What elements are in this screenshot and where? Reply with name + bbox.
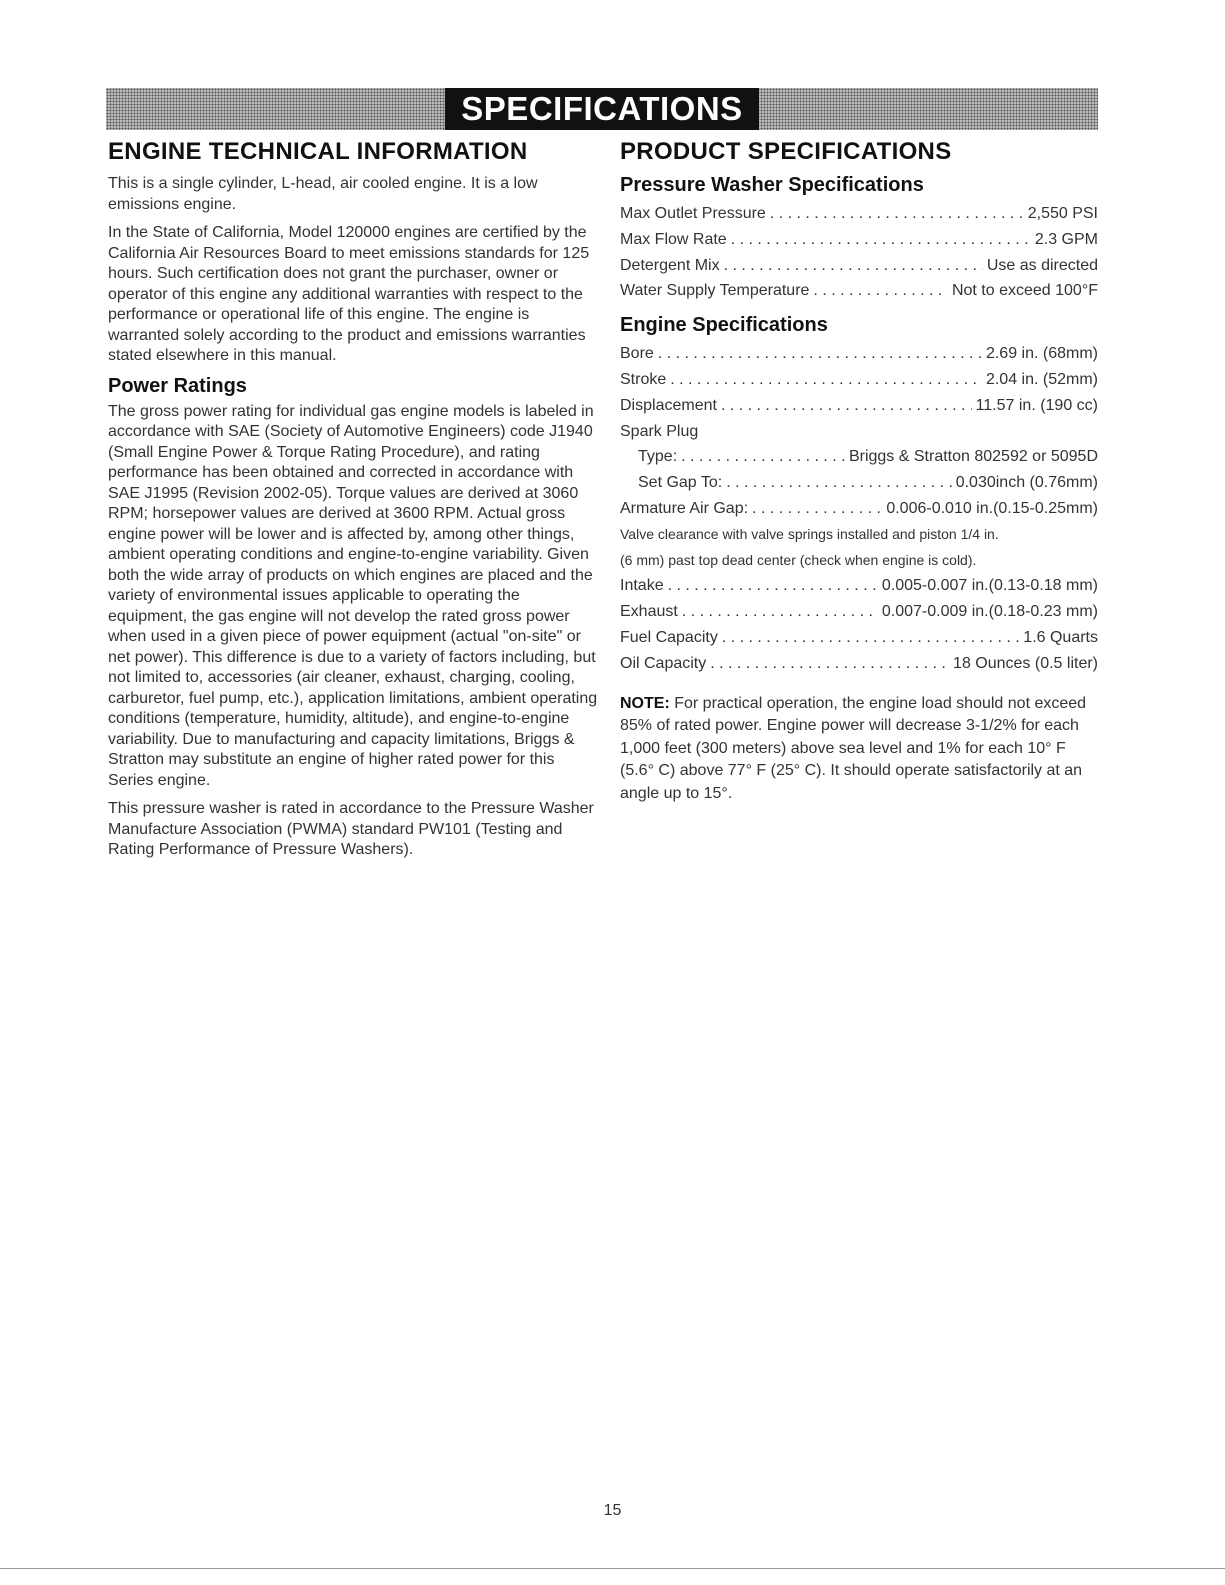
note-label: NOTE: — [620, 694, 670, 712]
spec-row-armature-air-gap — [620, 496, 1098, 522]
engine-intro-paragraph: This is a single cylinder, L-head, air cooled engine. It is a low emissions engine. — [108, 175, 538, 213]
valve-clearance-note-line1: Valve clearance with valve springs installed and piston 1/4 in. — [620, 525, 999, 542]
spec-value: 0.005-0.007 in.(0.13-0.18 mm) — [881, 577, 1098, 595]
spec-row-oil-capacity — [620, 651, 1098, 677]
leader-dots — [670, 367, 982, 393]
leader-dots — [752, 496, 882, 522]
spec-row-intake — [620, 573, 1098, 599]
spec-value: 11.57 in. (190 cc) — [975, 396, 1098, 414]
spec-label: Armature Air Gap: — [620, 499, 749, 517]
leader-dots — [722, 625, 1019, 651]
operation-note — [620, 693, 1098, 806]
california-paragraph: In the State of California, Model 120000 engines are certified by the California Air Resources Board to meet emissions standards for 125 hours. Such certification does not grant the purchaser, owner or operator of this engine any additional warranties with respect to the performance or operational life of this engine. The engine is warranted solely according to the product and emissions warranties stated elsewhere in this manual. — [108, 224, 590, 364]
spark-plug-label: Spark Plug — [620, 422, 699, 440]
spec-value: 0.007-0.009 in.(0.18-0.23 mm) — [881, 603, 1098, 621]
leader-dots — [721, 393, 972, 419]
leader-dots — [682, 599, 878, 625]
power-ratings-heading: Power Ratings — [108, 374, 247, 397]
spec-label: Max Flow Rate — [620, 230, 727, 248]
product-specifications-column — [620, 138, 1098, 813]
spec-value: Briggs & Stratton 802592 or 5095D — [848, 448, 1098, 466]
engine-specs-list — [620, 341, 1098, 676]
spec-label: Max Outlet Pressure — [620, 205, 766, 222]
spec-label: Oil Capacity — [620, 654, 707, 672]
leader-dots — [770, 201, 1024, 227]
spec-label: Water Supply Temperature — [620, 282, 810, 300]
engine-technical-column — [108, 138, 598, 869]
spec-value: 2.69 in. (68mm) — [985, 345, 1098, 363]
note-text: For practical operation, the engine load should not exceed 85% of rated power. Engine power will decrease 3-1/2% for each 1,000 feet (300 meters) above sea level and 1% for each 10° F (5.6° C) above 77° F (25° C). It should operate satisfactorily at an angle up to 15°. — [620, 694, 1087, 802]
spec-value: Not to exceed 100°F — [951, 282, 1098, 300]
spec-value: 18 Ounces (0.5 liter) — [953, 654, 1098, 672]
spec-row-max-outlet-pressure — [620, 201, 1098, 227]
spec-row-detergent-mix — [620, 253, 1098, 279]
power-ratings-paragraph: The gross power rating for individual gas engine models is labeled in accordance with SAE (Society of Automotive Engineers) code J1940 (Small Engine Power & Torque Rating Procedure), and rating performance has been obtained and corrected in accordance with SAE J1995 (Revision 2002-05). Torque values are derived at 3060 RPM; horsepower values are derived at 3600 RPM. Actual gross engine power will be lower and is affected by, among other things, ambient operating conditions and engine-to-engine variability. Given both the wide array of products on which engines are placed and the variety of environmental issues applicable to operating the equipment, the gas engine will not develop the rated gross power when used in a given piece of power equipment (actual "on-site" or net power). This difference is due to a variety of factors including, but not limited to, accessories (air cleaner, exhaust, charging, cooling, carburetor, fuel pump, etc.), application limitations, ambient operating conditions (temperature, humidity, altitude), and engine-to-engine variability. Due to manufacturing and capacity limitations, Briggs & Stratton may substitute an engine of higher rated power for this Series engine. — [108, 402, 598, 789]
spec-row-displacement — [620, 393, 1098, 419]
leader-dots — [681, 444, 845, 470]
product-specifications-heading: PRODUCT SPECIFICATIONS — [620, 138, 952, 165]
leader-dots — [726, 470, 952, 496]
spec-label: Type: — [638, 448, 678, 466]
engine-specs-heading: Engine Specifications — [620, 314, 828, 337]
spec-label: Intake — [620, 577, 664, 595]
leader-dots — [710, 651, 949, 677]
spec-label: Stroke — [620, 370, 667, 388]
spec-row-water-supply-temperature — [620, 278, 1098, 304]
specifications-banner — [106, 88, 1098, 130]
spec-value: 0.030inch (0.76mm) — [955, 474, 1098, 492]
spec-value: 2,550 PSI — [1027, 205, 1098, 222]
spec-row-exhaust — [620, 599, 1098, 625]
leader-dots — [731, 227, 1031, 253]
leader-dots — [813, 278, 948, 304]
bottom-divider — [0, 1568, 1225, 1569]
spec-row-spark-plug-type — [620, 444, 1098, 470]
pressure-washer-specs-list — [620, 201, 1098, 304]
spec-value: 1.6 Quarts — [1023, 628, 1098, 646]
spec-row-set-gap — [620, 470, 1098, 496]
spec-label: Detergent Mix — [620, 256, 720, 274]
spec-value: 2.04 in. (52mm) — [985, 370, 1098, 388]
spec-label: Bore — [620, 345, 654, 363]
page-number: 15 — [603, 1502, 622, 1519]
spec-label: Displacement — [620, 396, 717, 414]
spec-row-fuel-capacity — [620, 625, 1098, 651]
spec-row-bore — [620, 341, 1098, 367]
leader-dots — [658, 341, 982, 367]
spec-value: Use as directed — [986, 256, 1098, 274]
engine-technical-heading: ENGINE TECHNICAL INFORMATION — [108, 138, 528, 165]
spec-value: 2.3 GPM — [1034, 230, 1098, 248]
spec-label: Exhaust — [620, 603, 678, 621]
spec-row-stroke — [620, 367, 1098, 393]
valve-clearance-note-line2: (6 mm) past top dead center (check when engine is cold). — [620, 551, 977, 568]
pwma-paragraph: This pressure washer is rated in accordance to the Pressure Washer Manufacture Association (PWMA) standard PW101 (Testing and Rating Performance of Pressure Washers). — [108, 800, 594, 858]
spec-label: Set Gap To: — [638, 474, 723, 492]
leader-dots — [668, 573, 878, 599]
pressure-washer-specs-heading: Pressure Washer Specifications — [620, 174, 924, 196]
spec-label: Fuel Capacity — [620, 628, 718, 646]
banner-title: SPECIFICATIONS — [445, 88, 758, 130]
spec-value: 0.006-0.010 in.(0.15-0.25mm) — [886, 499, 1098, 517]
leader-dots — [724, 253, 983, 279]
spec-row-max-flow-rate — [620, 227, 1098, 253]
